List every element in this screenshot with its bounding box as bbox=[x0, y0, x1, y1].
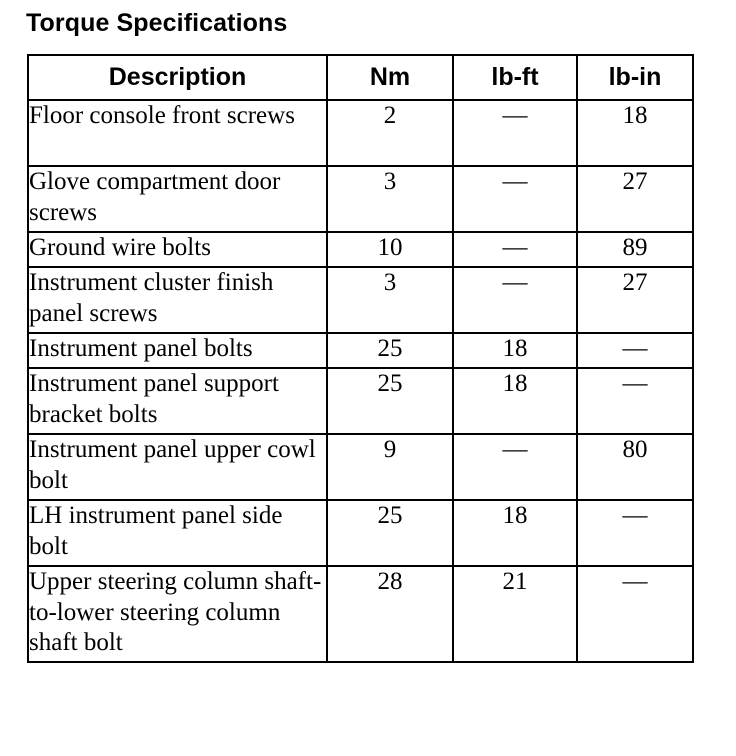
lb-in-cell: 80 bbox=[577, 434, 693, 500]
column-header-description: Description bbox=[28, 55, 327, 100]
column-header-lb-ft: lb-ft bbox=[453, 55, 577, 100]
lb-ft-cell: — bbox=[453, 166, 577, 232]
nm-cell: 28 bbox=[327, 566, 453, 662]
lb-ft-cell: — bbox=[453, 267, 577, 333]
lb-ft-cell: — bbox=[453, 434, 577, 500]
description-cell: Glove compartment door screws bbox=[28, 166, 327, 232]
table-header-row bbox=[28, 55, 693, 100]
description-cell: Instrument panel upper cowl bolt bbox=[28, 434, 327, 500]
nm-cell: 2 bbox=[327, 100, 453, 166]
lb-in-cell: — bbox=[577, 500, 693, 566]
table-row bbox=[28, 368, 693, 434]
nm-cell: 10 bbox=[327, 232, 453, 267]
description-cell: Instrument panel bolts bbox=[28, 333, 327, 368]
table-row bbox=[28, 166, 693, 232]
lb-in-cell: — bbox=[577, 368, 693, 434]
table-row bbox=[28, 333, 693, 368]
nm-cell: 3 bbox=[327, 267, 453, 333]
page-title: Torque Specifications bbox=[26, 9, 288, 37]
torque-specifications-table bbox=[27, 54, 694, 663]
table-row bbox=[28, 267, 693, 333]
description-cell: Instrument panel support bracket bolts bbox=[28, 368, 327, 434]
nm-cell: 25 bbox=[327, 500, 453, 566]
lb-in-cell: — bbox=[577, 566, 693, 662]
table-row bbox=[28, 232, 693, 267]
nm-cell: 9 bbox=[327, 434, 453, 500]
lb-in-cell: 27 bbox=[577, 166, 693, 232]
description-cell: Upper steering column shaft-to-lower steering column shaft bolt bbox=[28, 566, 327, 662]
table-row bbox=[28, 500, 693, 566]
column-header-lb-in: lb-in bbox=[577, 55, 693, 100]
table-row bbox=[28, 434, 693, 500]
description-cell: Ground wire bolts bbox=[28, 232, 327, 267]
nm-cell: 25 bbox=[327, 333, 453, 368]
lb-ft-cell: 18 bbox=[453, 368, 577, 434]
description-cell: Instrument cluster finish panel screws bbox=[28, 267, 327, 333]
lb-in-cell: 89 bbox=[577, 232, 693, 267]
lb-ft-cell: 21 bbox=[453, 566, 577, 662]
lb-ft-cell: 18 bbox=[453, 333, 577, 368]
column-header-nm: Nm bbox=[327, 55, 453, 100]
lb-in-cell: — bbox=[577, 333, 693, 368]
lb-in-cell: 18 bbox=[577, 100, 693, 166]
description-cell: Floor console front screws bbox=[28, 100, 327, 166]
lb-ft-cell: — bbox=[453, 232, 577, 267]
nm-cell: 25 bbox=[327, 368, 453, 434]
lb-in-cell: 27 bbox=[577, 267, 693, 333]
description-cell: LH instrument panel side bolt bbox=[28, 500, 327, 566]
nm-cell: 3 bbox=[327, 166, 453, 232]
table-row bbox=[28, 566, 693, 662]
table-row bbox=[28, 100, 693, 166]
lb-ft-cell: — bbox=[453, 100, 577, 166]
lb-ft-cell: 18 bbox=[453, 500, 577, 566]
